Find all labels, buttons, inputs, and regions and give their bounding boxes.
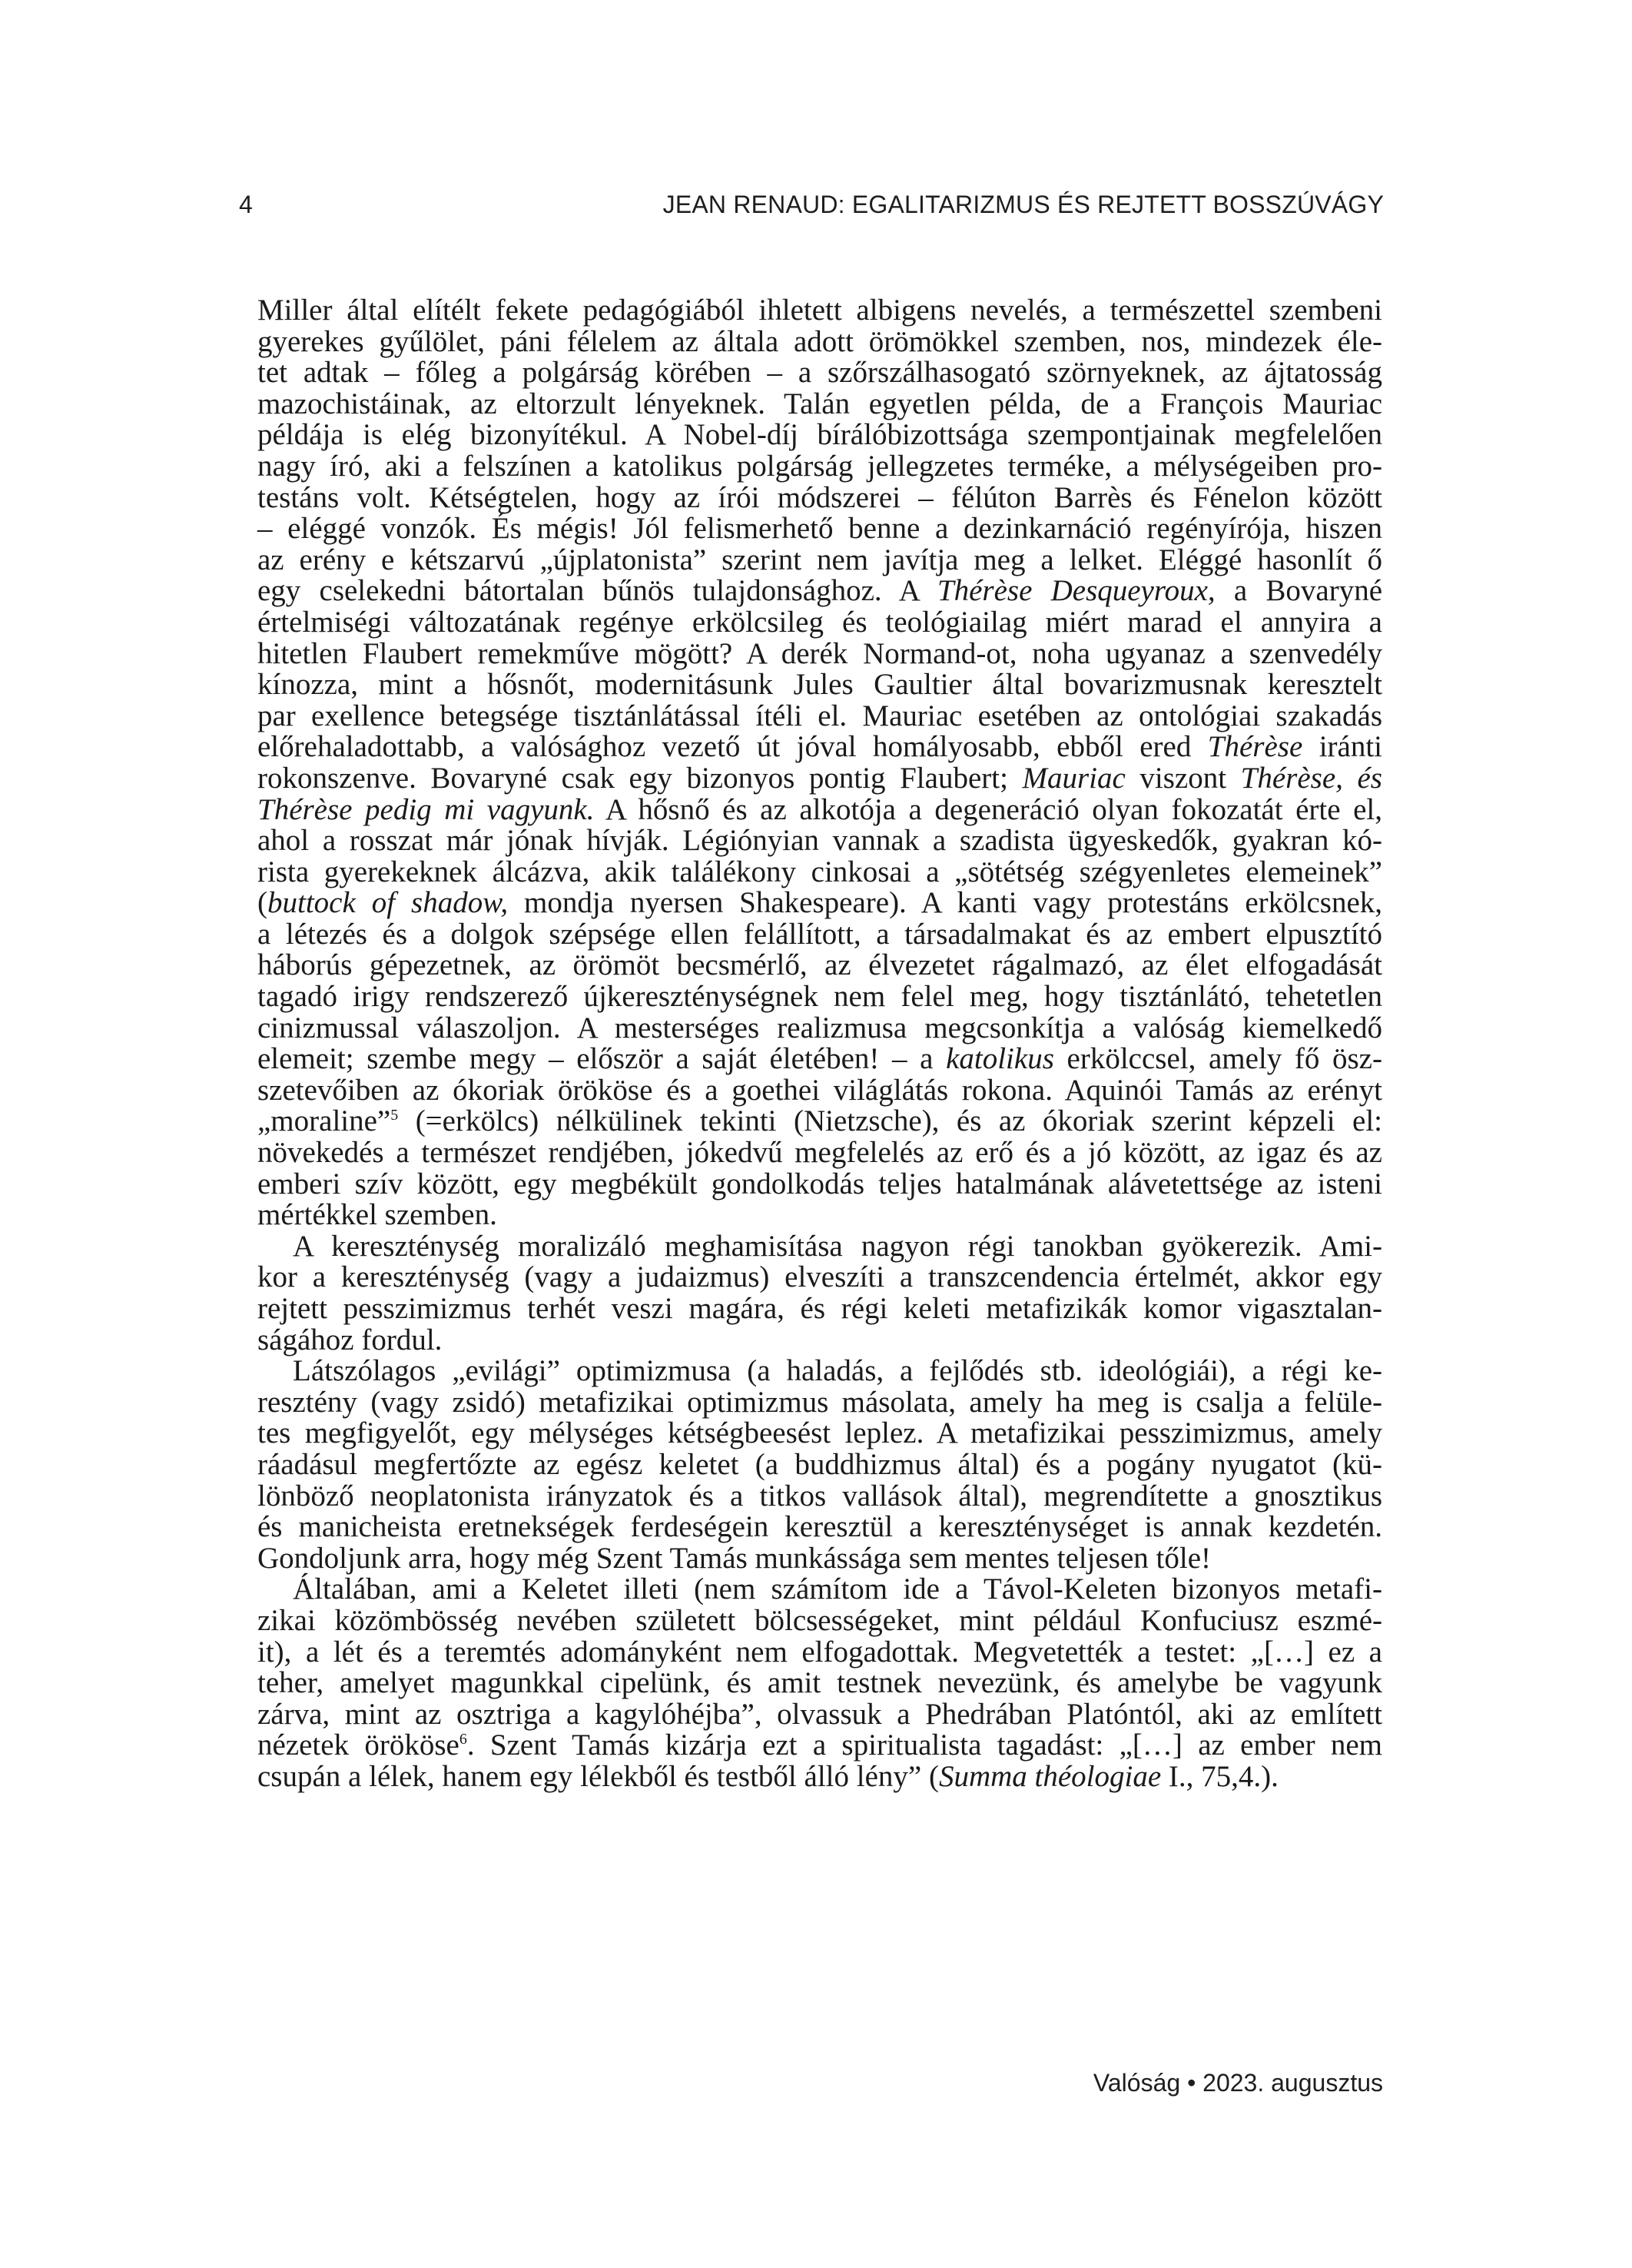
text-run: tagadó irigy rendszerező újkereszténységnek nem felel meg, hogy tisztánlátó, tehetetlen — [257, 980, 1382, 1014]
text-run: ahol a rosszat már jónak hívják. Légiónyian vannak a szadista ügyeskedők, gyakran kó- — [257, 824, 1382, 858]
text-line — [257, 576, 1382, 607]
text-line — [257, 1106, 1382, 1137]
text-line — [257, 1293, 1382, 1325]
text-run: erkölccsel, amely fő ösz- — [1053, 1042, 1382, 1076]
running-head — [239, 189, 1384, 220]
text-run: (=erkölcs) nélkülinek tekinti (Nietzsche), és az ókoriak szerint képzeli el: — [398, 1104, 1382, 1138]
text-line — [257, 1481, 1382, 1513]
text-run: Gondoljunk arra, hogy még Szent Tamás munkássága sem mentes teljesen tőle! — [257, 1541, 1211, 1575]
text-run: mértékkel szemben. — [257, 1198, 497, 1232]
text-line — [257, 701, 1382, 732]
text-run: Általában, ami a Keletet illeti (nem számítom ide a Távol-Keleten bizonyos metafi- — [293, 1572, 1382, 1606]
text-line — [257, 1013, 1382, 1044]
italic-text: Thérèse Desqueyroux, — [937, 574, 1216, 608]
text-run: lönböző neoplatonista irányzatok és a titkos vallások által), megrendítette a gnosztikus — [257, 1479, 1382, 1513]
footnote-ref: 5 — [390, 1107, 399, 1124]
text-line — [257, 792, 1382, 826]
text-run: az erény e kétszarvú „újplatonista” szerint nem javítja meg a lelket. Eléggé hasonlít ő — [257, 543, 1382, 576]
text-run: . Szent Tamás kizárja ezt a spiritualista tagadást: „[…] az ember nem — [466, 1728, 1382, 1762]
text-line — [257, 1137, 1382, 1169]
text-run: csupán a lélek, hanem egy lélekből és testből álló lény” ( — [257, 1759, 939, 1793]
text-run: ráadásul megfertőzte az egész keletet (a buddhizmus által) és a pogány nyugatot (kü- — [257, 1447, 1382, 1481]
text-run: cinizmussal válaszoljon. A mesterséges realizmusa megcsonkítja a valóság kiemelkedő — [257, 1011, 1382, 1044]
paragraph — [257, 1574, 1382, 1792]
paragraph — [257, 1231, 1382, 1356]
text-line — [257, 389, 1382, 420]
text-run: par exellence betegsége tisztánlátással ítéli el. Mauriac esetében az ontológiai szakadás — [257, 699, 1382, 732]
text-line — [257, 1262, 1382, 1293]
page-number: 4 — [239, 191, 253, 218]
italic-text: Thérèse — [1207, 730, 1303, 764]
text-line — [257, 480, 1382, 514]
italic-text: katolikus — [946, 1042, 1054, 1076]
text-run: „moraline” — [257, 1104, 391, 1138]
text-line — [257, 324, 1382, 358]
text-run: viszont — [1125, 761, 1241, 795]
text-line — [257, 636, 1382, 670]
footer-separator: • — [1187, 2069, 1196, 2097]
text-line — [257, 825, 1382, 857]
text-line — [257, 857, 1382, 888]
text-run: tet adtak – főleg a polgárság körében – a szőrszálhasogató szörnyeknek, az ájtatosság — [257, 356, 1382, 390]
text-line — [257, 888, 1382, 919]
text-run: iránti — [1302, 730, 1382, 764]
text-line — [257, 607, 1382, 639]
text-run: it), a lét és a teremtés adományként nem elfogadottak. Megvetették a testet: „[…] ez a — [257, 1635, 1382, 1669]
text-line — [257, 732, 1382, 763]
text-line — [257, 1418, 1382, 1449]
text-line — [257, 763, 1382, 795]
text-line — [257, 545, 1382, 576]
text-run: – eléggé vonzók. És mégis! Jól felismerhető benne a dezinkarnáció regényírója, hiszen — [257, 512, 1382, 546]
italic-text: Thérèse pedig mi vagyunk. — [257, 792, 595, 826]
text-run: ságához fordul. — [257, 1323, 443, 1356]
text-run: példája is elég bizonyítékul. A Nobel-díj bírálóbizottsága szempontjainak megfelelően — [257, 418, 1382, 452]
article-body — [257, 295, 1382, 1793]
text-run: hitetlen Flaubert remekműve mögött? A derék Normand-ot, noha ugyanaz a szenvedély — [257, 636, 1382, 670]
text-line — [257, 357, 1382, 389]
text-line — [257, 669, 1382, 701]
page-footer — [1093, 2067, 1383, 2098]
text-line — [257, 1325, 1382, 1356]
text-run: ( — [257, 886, 267, 920]
text-run: szetevőiben az ókoriak örököse és a goethei világlátás rokona. Aquinói Tamás az erényt — [257, 1073, 1382, 1107]
text-line — [257, 981, 1382, 1013]
text-line — [257, 1075, 1382, 1107]
text-line — [257, 513, 1382, 545]
text-run: értelmiségi változatának regénye erkölcsileg és teológiailag miért marad el annyira a — [257, 605, 1382, 639]
text-run: Miller által elítélt fekete pedagógiából ihletett albigens nevelés, a természettel szembeni — [257, 294, 1382, 327]
text-line — [257, 420, 1382, 451]
text-line — [257, 1044, 1382, 1075]
text-run: A hősnő és az alkotója a degeneráció olyan fokozatát érte el, — [594, 792, 1382, 826]
text-run: resztény (vagy zsidó) metafizikai optimizmus másolata, amely ha meg is csalja a felüle- — [257, 1385, 1382, 1419]
text-run: a Bovaryné — [1215, 574, 1382, 608]
text-line — [257, 1574, 1382, 1606]
text-run: rista gyerekeknek álcázva, akik találékony cinkosai a „sötétség szégyenletes elemeinek” — [257, 855, 1382, 888]
text-line — [257, 919, 1382, 951]
text-run: elemeit; szembe megy – először a saját életében! – a — [257, 1042, 947, 1076]
italic-text: Thérèse, és — [1240, 761, 1382, 795]
text-line — [257, 295, 1382, 327]
italic-text: Mauriac — [1022, 761, 1126, 795]
text-run: zikai közömbösség nevében született bölcsességeket, mint például Konfuciusz eszmé- — [257, 1603, 1382, 1637]
italic-text: Summa théologiae — [938, 1759, 1162, 1793]
paragraph — [257, 1356, 1382, 1574]
text-run: Látszólagos „evilági” optimizmusa (a haladás, a fejlődés stb. ideológiái), a régi ke- — [293, 1354, 1382, 1388]
text-run: testáns volt. Kétségtelen, hogy az írói módszerei – félúton Barrès és Fénelon között — [257, 480, 1382, 514]
text-run: növekedés a természet rendjében, jókedvű megfelelés az erő és a jó között, az igaz és az — [257, 1136, 1382, 1170]
text-run: egy cselekedni bátortalan bűnös tulajdonsághoz. A — [257, 574, 937, 608]
text-line — [257, 1759, 1382, 1793]
text-run: A kereszténység moralizáló meghamisítása nagyon régi tanokban gyökerezik. Ami- — [293, 1229, 1382, 1263]
issue-date: 2023. augusztus — [1202, 2069, 1383, 2097]
text-run: mazochistáinak, az eltorzult lényeknek. Talán egyetlen példa, de a François Mauriac — [257, 387, 1382, 420]
text-line — [257, 1449, 1382, 1481]
text-line — [257, 1699, 1382, 1731]
paragraph — [257, 295, 1382, 1231]
text-line — [257, 1169, 1382, 1200]
text-run: és manicheista eretnekségek ferdeségein keresztül a kereszténységet is annak kezdetén. — [257, 1510, 1382, 1544]
text-line — [257, 950, 1382, 981]
text-run: háborús gépezetnek, az örömöt becsmérlő, az élvezetet rágalmazó, az élet elfogadását — [257, 948, 1382, 982]
italic-text: buttock of shadow, — [267, 886, 509, 920]
text-run: nagy író, aki a felszínen a katolikus polgárság jellegzetes terméke, a mélységeiben pro- — [257, 449, 1382, 483]
text-line — [257, 1730, 1382, 1762]
text-run: rejtett pesszimizmus terhét veszi magára, és régi keleti metafizikák komor vigasztalan- — [257, 1292, 1382, 1325]
text-run: teher, amelyet magunkkal cipelünk, és amit testnek nevezünk, és amelybe be vagyunk — [257, 1666, 1382, 1700]
text-run: emberi szív között, egy megbékült gondolkodás teljes hatalmának alávetettsége az isteni — [257, 1167, 1382, 1200]
footnote-ref: 6 — [459, 1731, 467, 1748]
text-line — [257, 1668, 1382, 1699]
text-line — [257, 1200, 1382, 1231]
text-run: nézetek örököse — [257, 1728, 459, 1762]
text-line — [257, 1543, 1382, 1575]
text-run: zárva, mint az osztriga a kagylóhéjba”, olvassuk a Phedrában Platóntól, aki az említett — [257, 1697, 1382, 1731]
running-title: JEAN RENAUD: EGALITARIZMUS ÉS REJTETT BOSSZÚVÁGY — [662, 191, 1384, 218]
text-run: kor a kereszténység (vagy a judaizmus) elveszíti a transzcendencia értelmét, akkor egy — [257, 1260, 1382, 1294]
text-run: a létezés és a dolgok szépsége ellen felállított, a társadalmakat és az embert elpusztító — [257, 917, 1382, 951]
text-line — [257, 1356, 1382, 1387]
text-run: gyerekes gyűlölet, páni félelem az általa adott örömökkel szemben, nos, mindezek éle- — [257, 324, 1382, 358]
text-line — [257, 451, 1382, 483]
text-line — [257, 1637, 1382, 1669]
text-run: tes megfigyelőt, egy mélységes kétségbeesést leplez. A metafizikai pesszimizmus, amely — [257, 1416, 1382, 1450]
journal-name: Valóság — [1093, 2069, 1181, 2097]
text-run: mondja nyersen Shakespeare). A kanti vagy protestáns erkölcsnek, — [508, 886, 1382, 920]
text-run: rokonszenve. Bovaryné csak egy bizonyos pontig Flaubert; — [257, 761, 1023, 795]
text-run: előrehaladottabb, a valósághoz vezető út jóval homályosabb, ebből ered — [257, 730, 1208, 764]
text-line — [257, 1231, 1382, 1263]
text-run: I., 75,4.). — [1161, 1759, 1279, 1793]
text-line — [257, 1603, 1382, 1637]
text-line — [257, 1387, 1382, 1419]
text-line — [257, 1512, 1382, 1543]
text-run: kínozza, mint a hősnőt, modernitásunk Jules Gaultier által bovarizmusnak keresztelt — [257, 668, 1382, 702]
